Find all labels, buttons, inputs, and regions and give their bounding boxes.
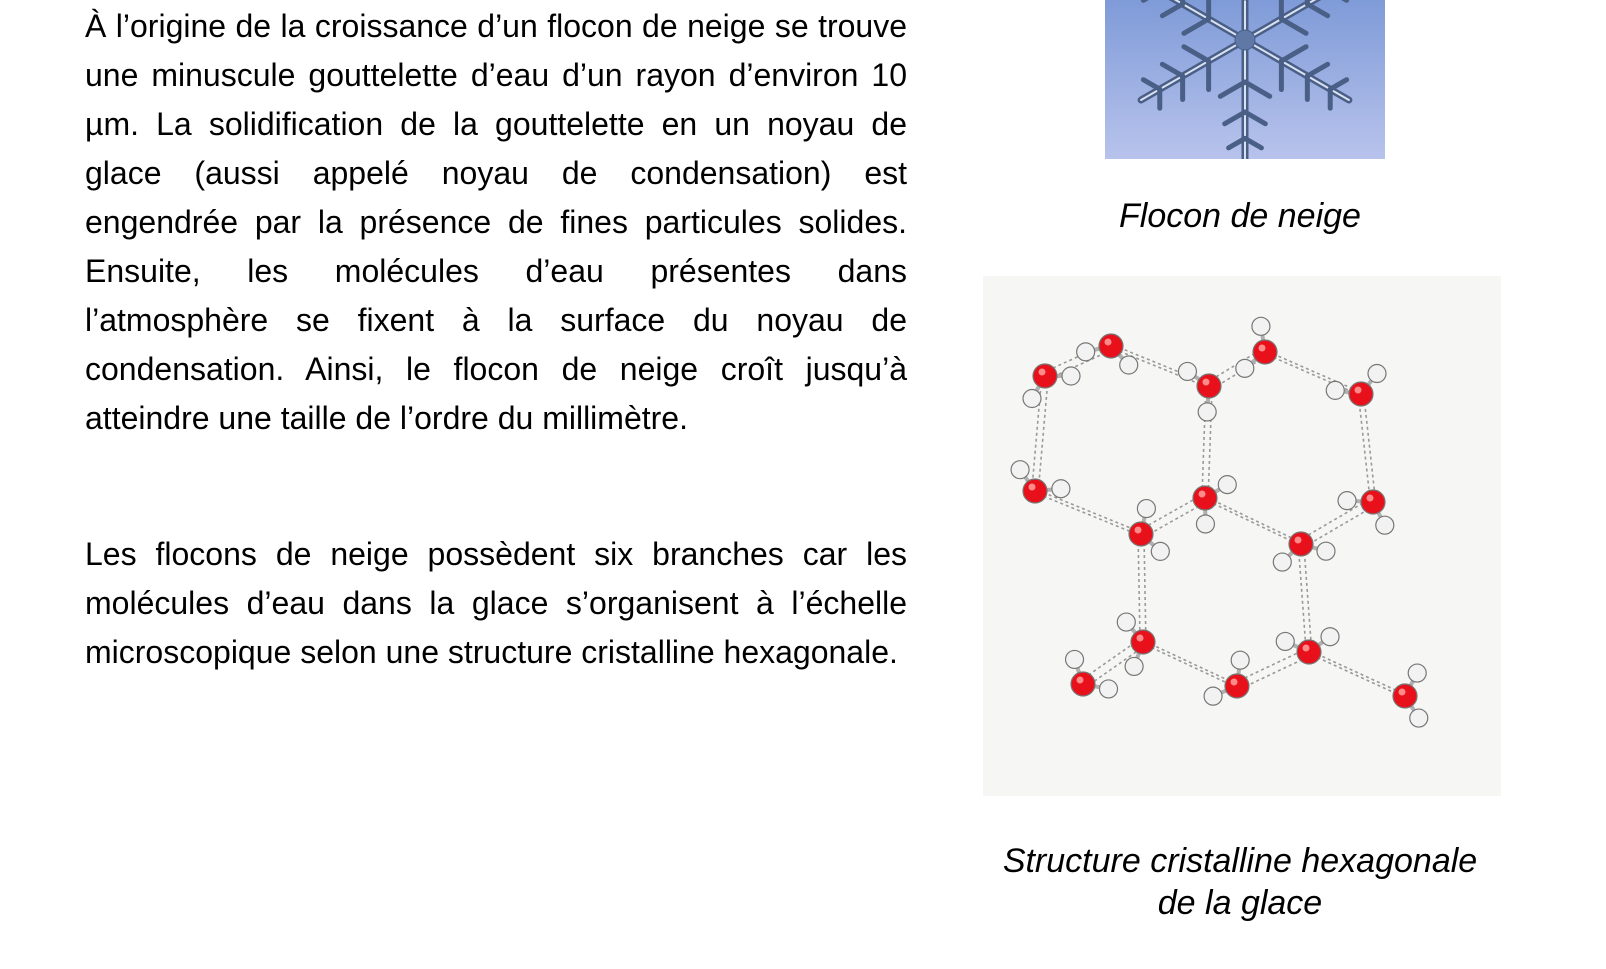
paragraph-growth: À l’origine de la croissance d’un flocon de neige se trouve une minuscule gouttelette d’eau d’un rayon d’environ 10 µm. La solidification de la gouttelette en un noyau de glace (aussi appelé noyau de condensation) est engendrée par la présence de fines particules solides. Ensuite, les molécules d’eau présentes dans l’atmosphère se fixent à la surface du noyau de condensation. Ainsi, le flocon de neige croît jusqu’à atteindre une taille de l’ordre du millimètre. — [85, 8, 907, 436]
snowflake-caption: Flocon de neige — [1119, 197, 1361, 235]
ice-caption-line-1: Structure cristalline hexagonale — [1002, 842, 1478, 880]
paragraph-six-branches: Les flocons de neige possèdent six branches car les molécules d’eau dans la glace s’organisent à l’échelle microscopique selon une structure cristalline hexagonale. — [85, 536, 907, 670]
snowflake-image — [1105, 0, 1385, 159]
ice-crystal-structure-image — [983, 276, 1501, 796]
ice-caption-line-2: de la glace — [1157, 884, 1323, 922]
ice-structure-caption — [960, 840, 1520, 924]
